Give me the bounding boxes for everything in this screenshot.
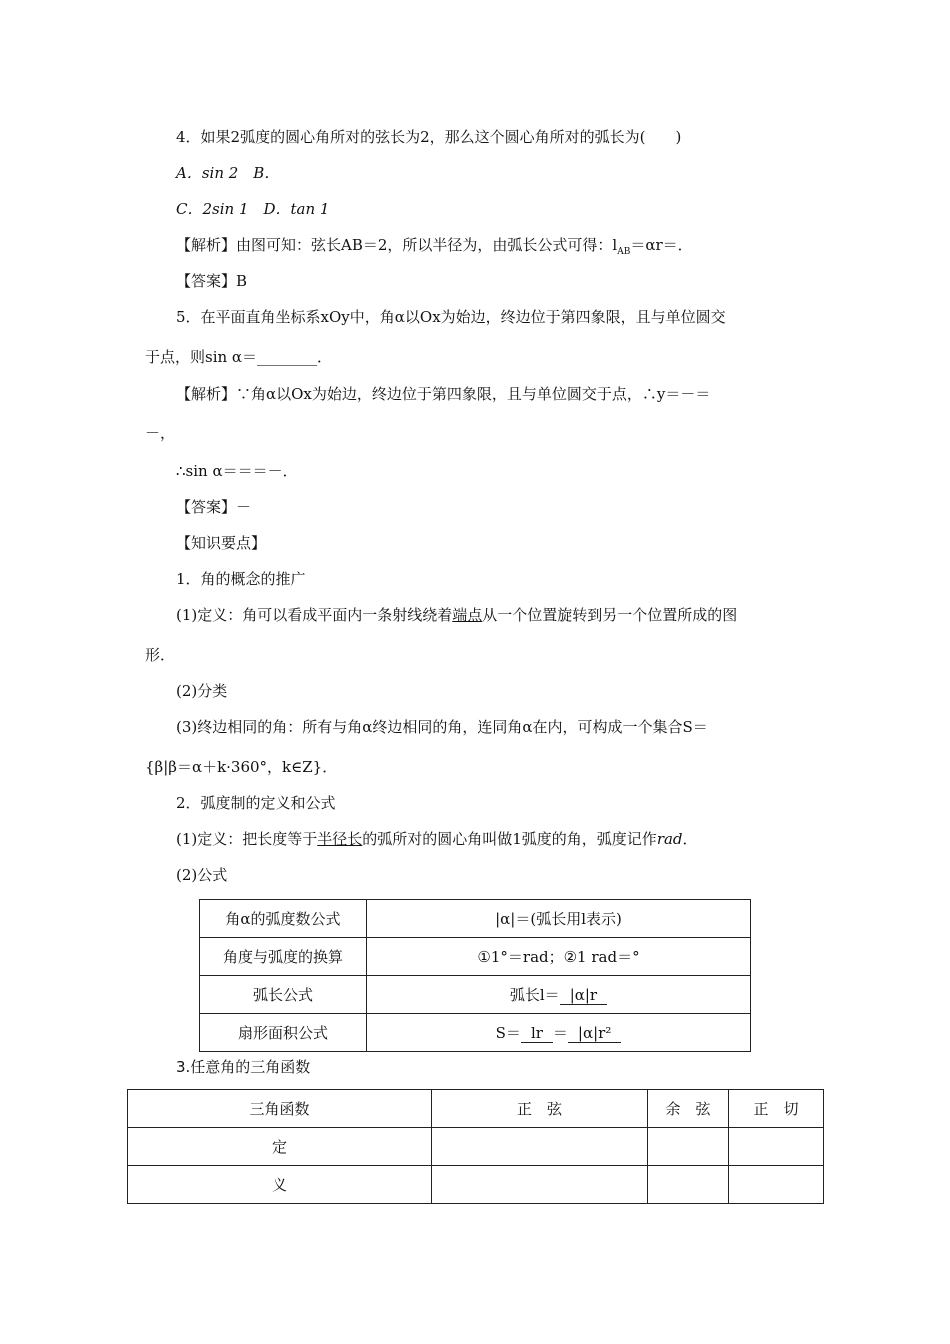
def-text-a: (1)定义：角可以看成平面内一条射线绕着 xyxy=(176,606,453,624)
formula-name: 弧长公式 xyxy=(200,976,367,1014)
trig-header-tangent: 正 切 xyxy=(729,1090,824,1128)
section-2-formula-label: (2)公式 xyxy=(176,866,228,884)
trig-row-label: 义 xyxy=(128,1166,432,1204)
formula-value: ①1°＝rad；②1 rad＝° xyxy=(367,938,751,976)
formula-row xyxy=(200,938,751,976)
section-1-heading: 1．角的概念的推广 xyxy=(176,570,306,588)
sector-area-blank-1: lr xyxy=(521,1024,553,1043)
trig-row-label: 定 xyxy=(128,1128,432,1166)
trig-cell xyxy=(432,1128,648,1166)
trig-header-function: 三角函数 xyxy=(128,1090,432,1128)
formula-row xyxy=(200,1014,751,1052)
rad-def-b: 的弧所对的圆心角叫做1弧度的角，弧度记作 xyxy=(362,830,657,848)
trig-cell xyxy=(729,1166,824,1204)
q5-answer: 【答案】－ xyxy=(176,498,252,516)
q4-options-ab: A．sin 2 B． xyxy=(176,164,280,182)
trig-cell xyxy=(648,1128,729,1166)
trig-header-row xyxy=(128,1090,824,1128)
q4-options-cd: C．2sin 1 D．tan 1 xyxy=(176,200,330,218)
q4-answer: 【答案】B xyxy=(176,272,248,290)
formula-name: 角度与弧度的换算 xyxy=(200,938,367,976)
q4-analysis-end: ＝αr＝． xyxy=(630,236,693,254)
trig-row xyxy=(128,1166,824,1204)
section-1-definition-cont: 形． xyxy=(145,646,176,664)
formula-table xyxy=(199,899,751,1052)
trig-cell xyxy=(432,1166,648,1204)
trig-cell xyxy=(729,1128,824,1166)
section-1-classification: (2)分类 xyxy=(176,682,228,700)
formula-row xyxy=(200,900,751,938)
section-1-coterminal: (3)终边相同的角：所有与角α终边相同的角，连同角α在内，可构成一个集合S＝ xyxy=(176,718,708,736)
q5-stem-line1: 5．在平面直角坐标系xOy中，角α以Ox为始边，终边位于第四象限，且与单位圆交 xyxy=(176,308,726,326)
trig-cell xyxy=(648,1166,729,1204)
rad-def-end: ． xyxy=(682,830,698,848)
sector-area-blank-2: |α|r² xyxy=(568,1024,621,1043)
q4-analysis xyxy=(176,234,693,263)
section-3-heading: 3.任意角的三角函数 xyxy=(176,1058,311,1076)
section-2-heading: 2．弧度制的定义和公式 xyxy=(176,794,336,812)
q5-analysis-line1: 【解析】∵角α以Ox为始边，终边位于第四象限，且与单位圆交于点，∴y＝－＝ xyxy=(176,385,711,403)
formula-value xyxy=(367,976,751,1014)
sector-area-equals: ＝ xyxy=(552,1024,568,1042)
rad-def-underlined: 半径长 xyxy=(317,830,363,848)
rad-def-a: (1)定义：把长度等于 xyxy=(176,830,318,848)
trig-table xyxy=(127,1089,824,1204)
formula-value xyxy=(367,1014,751,1052)
formula-name: 扇形面积公式 xyxy=(200,1014,367,1052)
trig-header-sine: 正 弦 xyxy=(432,1090,648,1128)
sector-area-prefix: S＝ xyxy=(495,1024,521,1042)
section-1-definition xyxy=(176,604,737,626)
section-2-definition xyxy=(176,828,698,850)
rad-def-unit: rad xyxy=(656,830,683,848)
formula-value: |α|＝(弧长用l表示) xyxy=(367,900,751,938)
trig-row xyxy=(128,1128,824,1166)
formula-row xyxy=(200,976,751,1014)
section-1-coterminal-set: {β|β＝α＋k·360°，k∈Z}． xyxy=(145,758,338,776)
q5-stem-line2: 于点，则sin α＝________． xyxy=(145,348,333,366)
knowledge-title: 【知识要点】 xyxy=(176,534,267,552)
def-text-b: 从一个位置旋转到另一个位置所成的图 xyxy=(482,606,738,624)
q4-analysis-subscript: AB xyxy=(617,247,631,257)
trig-header-cosine: 余 弦 xyxy=(648,1090,729,1128)
def-underlined-endpoint: 端点 xyxy=(452,606,483,624)
arc-length-prefix: 弧长l＝ xyxy=(509,986,560,1004)
arc-length-blank: |α|r xyxy=(560,986,607,1005)
q5-analysis-line2: －， xyxy=(145,424,176,442)
q4-stem: 4．如果2弧度的圆心角所对的弦长为2，那么这个圆心角所对的弧长为( ) xyxy=(176,128,682,146)
formula-name: 角α的弧度数公式 xyxy=(200,900,367,938)
q5-analysis-line3: ∴sin α＝＝＝－． xyxy=(176,462,298,480)
q4-analysis-text: 【解析】由图可知：弦长AB＝2，所以半径为，由弧长公式可得：l xyxy=(176,236,618,254)
